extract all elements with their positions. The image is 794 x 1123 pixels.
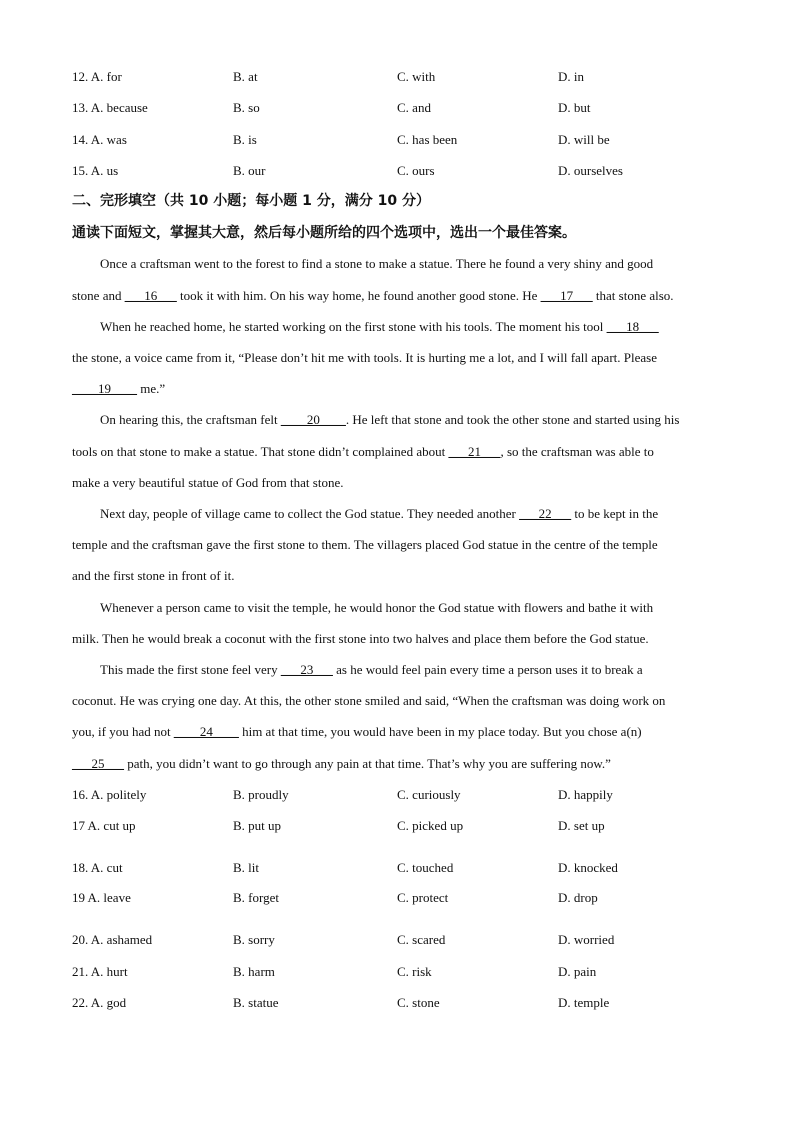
passage-text: tools on that stone to make a statue. That stone didn’t complained about: [72, 444, 449, 459]
option-row-18: [72, 860, 732, 876]
passage-line: [72, 724, 642, 740]
passage-text: This made the first stone feel very: [100, 662, 281, 677]
option-c: C. with: [397, 69, 436, 84]
option-a: 14. A. was: [72, 132, 127, 147]
passage-line: [72, 288, 674, 304]
option-c: C. scared: [397, 932, 446, 947]
passage-line: [72, 444, 654, 460]
passage-line: [100, 506, 658, 522]
passage-text: Next day, people of village came to collect the God statue. They needed another: [100, 506, 520, 521]
passage-line: [72, 381, 165, 397]
passage-text: . He left that stone and took the other stone and started using his: [345, 412, 680, 427]
option-a: 19 A. leave: [72, 890, 131, 905]
option-row-19: [72, 890, 732, 906]
blank-25: ___25___: [72, 756, 124, 771]
option-row-14: [72, 132, 732, 148]
option-c: C. stone: [397, 995, 440, 1010]
passage-line: coconut. He was crying one day. At this, the other stone smiled and said, “When the craftsman was doing work on: [72, 693, 666, 708]
blank-23: ___23___: [280, 662, 333, 677]
option-d: D. ourselves: [558, 163, 623, 178]
option-b: B. put up: [233, 818, 282, 833]
option-row-13: [72, 100, 732, 116]
passage-text: me.”: [137, 381, 166, 396]
passage-text: you, if you had not: [72, 724, 174, 739]
passage-text: When he reached home, he started working on the first stone with his tools. The moment his tool: [100, 319, 607, 334]
passage-text: , so the craftsman was able to: [500, 444, 654, 459]
option-b: B. at: [233, 69, 258, 84]
option-a: 22. A. god: [72, 995, 127, 1010]
section-instruction: 通读下面短文，掌握其大意，然后每小题所给的四个选项中，选出一个最佳答案。: [72, 225, 576, 241]
passage-text: path, you didn’t want to go through any pain at that time. That’s why you are suffering now.”: [124, 756, 611, 771]
passage-line: [100, 319, 659, 335]
option-row-15: [72, 163, 732, 179]
option-a: 16. A. politely: [72, 787, 147, 802]
passage-text: him at that time, you would have been in my place today. But you chose a(n): [238, 724, 642, 739]
passage-line: milk. Then he would break a coconut with the first stone into two halves and place them before the God statue.: [72, 631, 649, 646]
option-a: 18. A. cut: [72, 860, 123, 875]
option-a: 12. A. for: [72, 69, 122, 84]
blank-24: ____24____: [173, 724, 239, 739]
option-a: 17 A. cut up: [72, 818, 136, 833]
option-c: C. and: [397, 100, 431, 115]
option-c: C. curiously: [397, 787, 461, 802]
passage-text: stone and: [72, 288, 125, 303]
option-d: D. happily: [558, 787, 613, 802]
option-d: D. worried: [558, 932, 615, 947]
option-a: 21. A. hurt: [72, 964, 128, 979]
passage-line: temple and the craftsman gave the first stone to them. The villagers placed God statue in the centre of the temple: [72, 537, 658, 552]
option-b: B. is: [233, 132, 257, 147]
blank-16: ___16___: [124, 288, 177, 303]
section-title: 二、完形填空（共 10 小题；每小题 1 分，满分 10 分）: [72, 193, 430, 209]
option-row-20: [72, 932, 732, 948]
option-b: B. harm: [233, 964, 275, 979]
blank-22: ___22___: [519, 506, 572, 521]
option-b: B. forget: [233, 890, 279, 905]
passage-text: took it with him. On his way home, he found another good stone. He: [176, 288, 541, 303]
passage-line: and the first stone in front of it.: [72, 568, 235, 583]
passage-line: [72, 756, 611, 772]
passage-text: as he would feel pain every time a person uses it to break a: [332, 662, 643, 677]
option-d: D. knocked: [558, 860, 618, 875]
option-c: C. protect: [397, 890, 449, 905]
blank-21: ___21___: [448, 444, 501, 459]
option-row-16: [72, 787, 732, 803]
option-b: B. so: [233, 100, 260, 115]
passage-text: that stone also.: [592, 288, 674, 303]
option-c: C. picked up: [397, 818, 464, 833]
option-row-22: [72, 995, 732, 1011]
blank-19: ____19____: [72, 381, 137, 396]
passage-text: to be kept in the: [571, 506, 659, 521]
option-a: 15. A. us: [72, 163, 119, 178]
option-d: D. set up: [558, 818, 605, 833]
blank-18: ___18___: [606, 319, 659, 334]
option-b: B. proudly: [233, 787, 289, 802]
option-b: B. lit: [233, 860, 260, 875]
option-d: D. will be: [558, 132, 610, 147]
option-c: C. risk: [397, 964, 432, 979]
blank-20: ____20____: [280, 412, 346, 427]
option-row-12: [72, 69, 732, 85]
option-b: B. our: [233, 163, 266, 178]
blank-17: ___17___: [540, 288, 593, 303]
option-c: C. has been: [397, 132, 458, 147]
passage-line: the stone, a voice came from it, “Please don’t hit me with tools. It is hurting me a lot, and I will fall apart. Please: [72, 350, 657, 365]
option-b: B. sorry: [233, 932, 275, 947]
option-c: C. touched: [397, 860, 454, 875]
option-b: B. statue: [233, 995, 279, 1010]
option-c: C. ours: [397, 163, 435, 178]
option-a: 13. A. because: [72, 100, 148, 115]
passage-line: Once a craftsman went to the forest to find a stone to make a statue. There he found a very shiny and good: [100, 256, 654, 271]
option-d: D. but: [558, 100, 591, 115]
option-row-17: [72, 818, 732, 834]
option-d: D. drop: [558, 890, 598, 905]
passage-line: make a very beautiful statue of God from that stone.: [72, 475, 344, 490]
option-d: D. temple: [558, 995, 610, 1010]
option-a: 20. A. ashamed: [72, 932, 153, 947]
passage-line: [100, 412, 679, 428]
option-d: D. in: [558, 69, 584, 84]
passage-text: On hearing this, the craftsman felt: [100, 412, 281, 427]
passage-line: [100, 662, 643, 678]
option-row-21: [72, 964, 732, 980]
option-d: D. pain: [558, 964, 597, 979]
passage-line: Whenever a person came to visit the temple, he would honor the God statue with flowers and bathe it with: [100, 600, 654, 615]
